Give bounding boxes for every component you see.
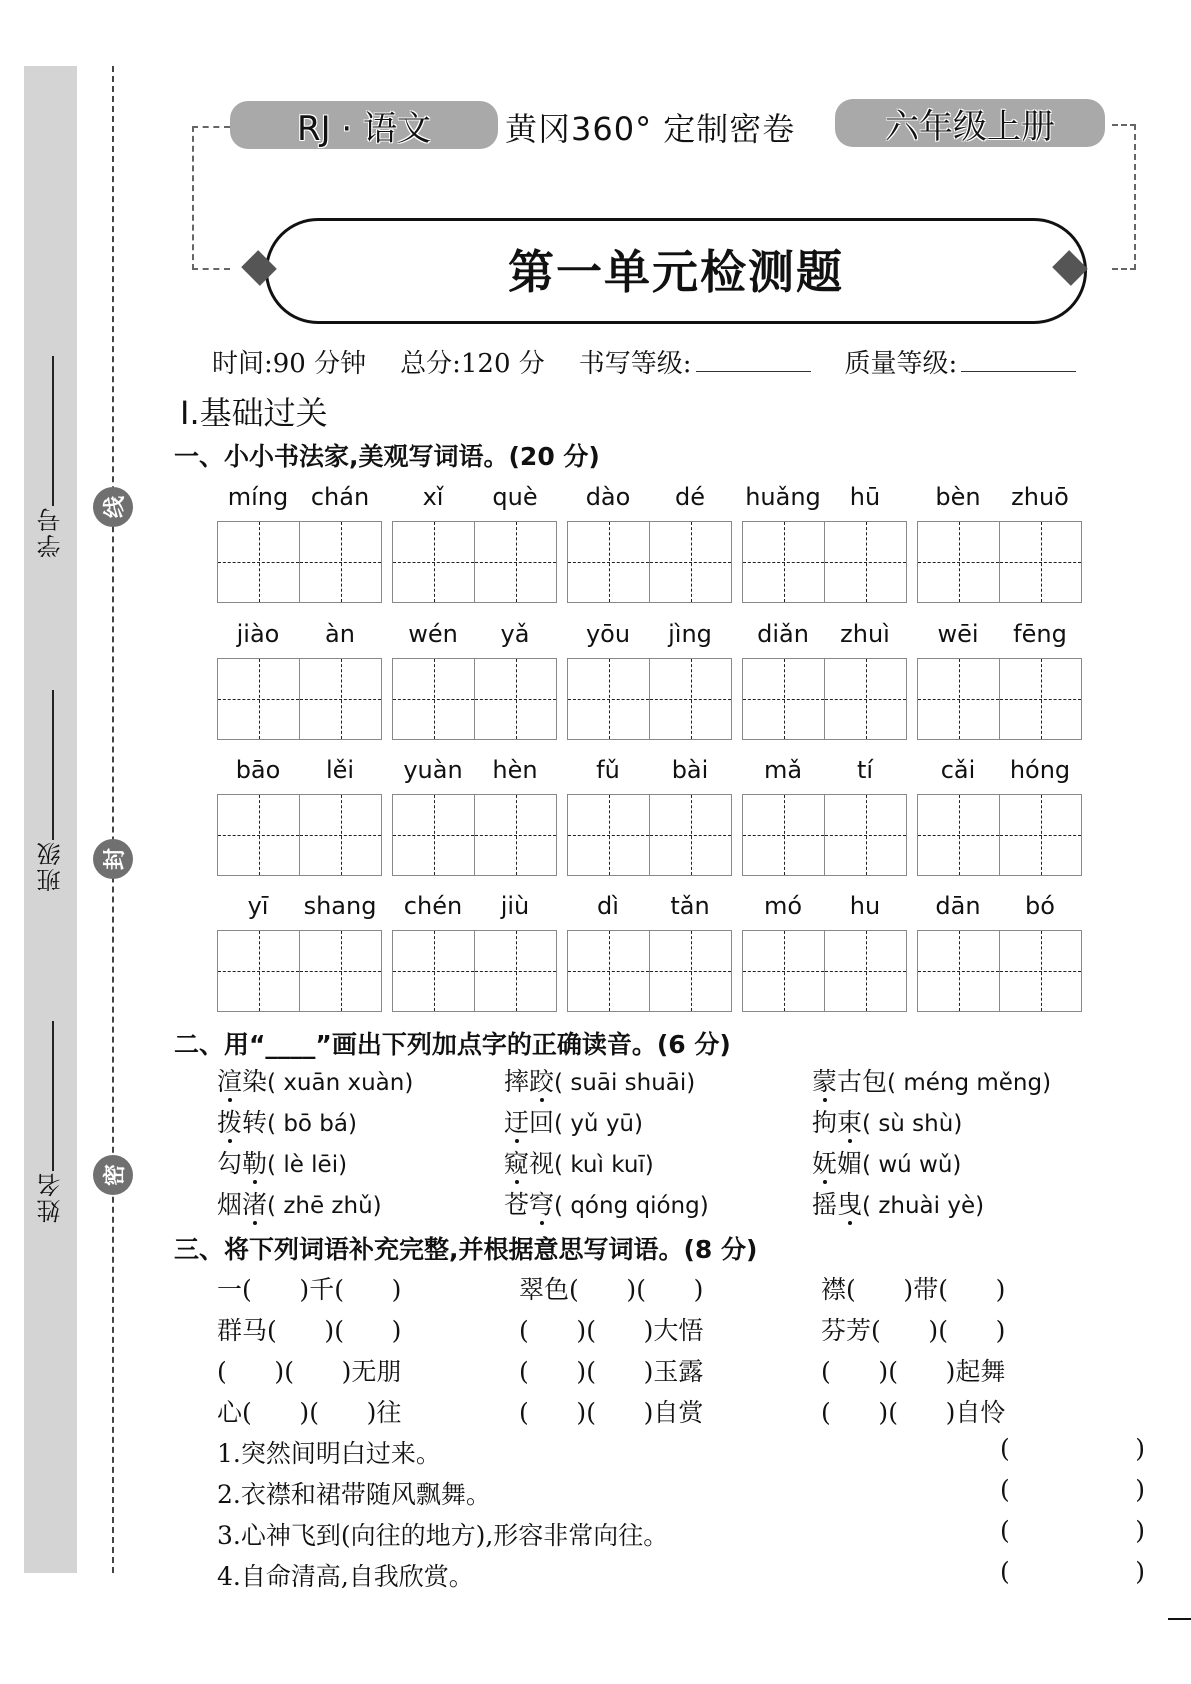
class-label: 班级 <box>37 840 65 892</box>
series-name: 黄冈360° 定制密卷 <box>505 110 796 148</box>
word-item[interactable]: mǎ tí <box>742 756 907 876</box>
name-label: 姓名 <box>37 1171 65 1223</box>
dotted-char: 跤 <box>529 1067 555 1096</box>
q3-fill-row[interactable]: 一( )千( ) 翠色( )( ) 襟( )带( ) <box>217 1275 1006 1304</box>
quality-grade[interactable] <box>845 343 1077 380</box>
dotted-char: 曳 <box>837 1190 863 1219</box>
reading-choice-item[interactable] <box>217 1185 382 1221</box>
q3-fill-row[interactable]: 心( )( )往 ( )( )自赏 ( )( )自怜 <box>217 1398 1006 1427</box>
writing-grade[interactable] <box>579 343 811 380</box>
word-item[interactable]: cǎi hóng <box>917 756 1082 876</box>
grid-row-2 <box>217 620 1082 740</box>
reading-choice-item[interactable] <box>504 1062 695 1098</box>
cut-line <box>112 66 114 1573</box>
name-line <box>52 1021 54 1171</box>
dotted-char: 拨 <box>217 1108 243 1137</box>
char: 古 <box>837 1067 863 1096</box>
word-item[interactable]: jiào àn <box>217 620 382 740</box>
class-field[interactable] <box>24 690 77 892</box>
pinyin-options[interactable]: ( wú wǔ) <box>862 1152 962 1178</box>
q3-answer-3[interactable]: ( ) <box>1000 1516 1145 1545</box>
reading-choice-item[interactable] <box>504 1103 643 1139</box>
reading-choice-item[interactable] <box>812 1185 984 1221</box>
student-id-field[interactable] <box>24 356 77 558</box>
binding-strip <box>24 66 77 1573</box>
grade-pill: 六年级上册 <box>835 99 1105 147</box>
pinyin-options[interactable]: ( kuì kuī) <box>554 1152 654 1178</box>
char: 苍 <box>504 1190 530 1219</box>
dotted-char: 渲 <box>217 1067 243 1096</box>
class-line <box>52 690 54 840</box>
q3-answer-2[interactable]: ( ) <box>1000 1475 1145 1504</box>
dotted-char: 蒙 <box>812 1067 838 1096</box>
word-item[interactable]: yī shang <box>217 892 382 1012</box>
q3-definition-3: 3.心神飞到(向往的地方),形容非常向往。 <box>217 1521 669 1550</box>
word-item[interactable]: bāo lěi <box>217 756 382 876</box>
q1-title: 一、小小书法家,美观写词语。(20 分) <box>174 442 600 471</box>
word-item[interactable]: dào dé <box>567 483 732 603</box>
left-connector <box>192 126 230 270</box>
word-item[interactable]: mó hu <box>742 892 907 1012</box>
word-item[interactable]: wēi fēng <box>917 620 1082 740</box>
writing-grade-label: 书写等级: <box>578 349 692 379</box>
word-item[interactable]: wén yǎ <box>392 620 557 740</box>
reading-choice-item[interactable] <box>504 1185 709 1221</box>
pinyin-options[interactable]: ( méng měng) <box>887 1070 1052 1096</box>
word-item[interactable]: bèn zhuō <box>917 483 1082 603</box>
name-field[interactable] <box>24 1021 77 1223</box>
pinyin-options[interactable]: ( lè lēi) <box>267 1152 348 1178</box>
student-id-label: 学号 <box>37 506 65 558</box>
seal-secret-icon: 密 <box>93 1155 133 1195</box>
char: 染 <box>242 1067 268 1096</box>
char: 视 <box>529 1149 555 1178</box>
word-item[interactable]: yōu jìng <box>567 620 732 740</box>
grid-row-3 <box>217 756 1082 876</box>
pinyin-options[interactable]: ( suāi shuāi) <box>554 1070 696 1096</box>
grid-row-4 <box>217 892 1082 1012</box>
pinyin-options[interactable]: ( zhuài yè) <box>862 1193 985 1219</box>
reading-choice-item[interactable] <box>504 1144 654 1180</box>
pinyin-options[interactable]: ( zhē zhǔ) <box>267 1193 382 1219</box>
pinyin-options[interactable]: ( bō bá) <box>267 1111 357 1137</box>
student-id-line <box>52 356 54 506</box>
char: 烟 <box>217 1190 243 1219</box>
dotted-char: 窥 <box>504 1149 530 1178</box>
page-edge-mark <box>1168 1618 1191 1620</box>
dotted-char: 渚 <box>242 1190 268 1219</box>
q3-definition-1: 1.突然间明白过来。 <box>217 1439 441 1468</box>
dotted-char: 妩 <box>812 1149 838 1178</box>
reading-choice-item[interactable] <box>812 1144 961 1180</box>
writing-grade-blank[interactable] <box>696 347 811 372</box>
word-item[interactable]: míng chán <box>217 483 382 603</box>
char: 转 <box>242 1108 268 1137</box>
dotted-char: 束 <box>837 1108 863 1137</box>
pinyin-options[interactable]: ( sù shù) <box>862 1111 963 1137</box>
q3-fill-row[interactable]: ( )( )无朋 ( )( )玉露 ( )( )起舞 <box>217 1357 1006 1386</box>
grid-row-1 <box>217 483 1082 603</box>
char: 拘 <box>812 1108 838 1137</box>
exam-meta <box>212 343 1076 380</box>
q3-definition-2: 2.衣襟和裙带随风飘舞。 <box>217 1480 491 1509</box>
page-title: 第一单元检测题 <box>508 245 844 299</box>
word-item[interactable]: yuàn hèn <box>392 756 557 876</box>
word-item[interactable]: dì tǎn <box>567 892 732 1012</box>
time-limit: 时间:90 分钟 <box>212 349 367 379</box>
subject-pill: RJ · 语文 <box>230 101 498 149</box>
q2-title: 二、用“____”画出下列加点字的正确读音。(6 分) <box>174 1030 731 1059</box>
char: 媚 <box>837 1149 863 1178</box>
reading-choice-item[interactable] <box>217 1062 413 1098</box>
quality-grade-blank[interactable] <box>961 347 1076 372</box>
section-heading: Ⅰ.基础过关 <box>180 394 328 432</box>
word-item[interactable]: xǐ què <box>392 483 557 603</box>
q3-answer-1[interactable]: ( ) <box>1000 1434 1145 1463</box>
char: 摇 <box>812 1190 838 1219</box>
dotted-char: 穹 <box>529 1190 555 1219</box>
pinyin-options[interactable]: ( yǔ yū) <box>554 1111 643 1137</box>
reading-choice-item[interactable] <box>812 1103 962 1139</box>
word-item[interactable]: chén jiù <box>392 892 557 1012</box>
right-connector <box>1112 124 1136 270</box>
pinyin-options[interactable]: ( xuān xuàn) <box>267 1070 414 1096</box>
quality-grade-label: 质量等级: <box>844 349 958 379</box>
total-score: 总分:120 分 <box>400 349 545 379</box>
q3-fill-row[interactable]: 群马( )( ) ( )( )大悟 芬芳( )( ) <box>217 1316 1006 1345</box>
word-item[interactable]: huǎng hū <box>742 483 907 603</box>
pinyin-options[interactable]: ( qóng qióng) <box>554 1193 709 1219</box>
char: 回 <box>529 1108 555 1137</box>
reading-choice-item[interactable] <box>217 1103 357 1139</box>
q3-answer-4[interactable]: ( ) <box>1000 1557 1145 1586</box>
seal-line-icon: 线 <box>93 487 133 527</box>
char: 勾 <box>217 1149 243 1178</box>
dotted-char: 迂 <box>504 1108 530 1137</box>
word-item[interactable]: dān bó <box>917 892 1082 1012</box>
seal-seal-icon: 封 <box>93 839 133 879</box>
reading-choice-item[interactable] <box>812 1062 1051 1098</box>
word-item[interactable]: fǔ bài <box>567 756 732 876</box>
dotted-char: 勒 <box>242 1149 268 1178</box>
q3-definition-4: 4.自命清高,自我欣赏。 <box>217 1562 474 1591</box>
reading-choice-item[interactable] <box>217 1144 347 1180</box>
q3-title: 三、将下列词语补充完整,并根据意思写词语。(8 分) <box>174 1235 758 1264</box>
word-item[interactable]: diǎn zhuì <box>742 620 907 740</box>
char: 包 <box>862 1067 888 1096</box>
char: 摔 <box>504 1067 530 1096</box>
